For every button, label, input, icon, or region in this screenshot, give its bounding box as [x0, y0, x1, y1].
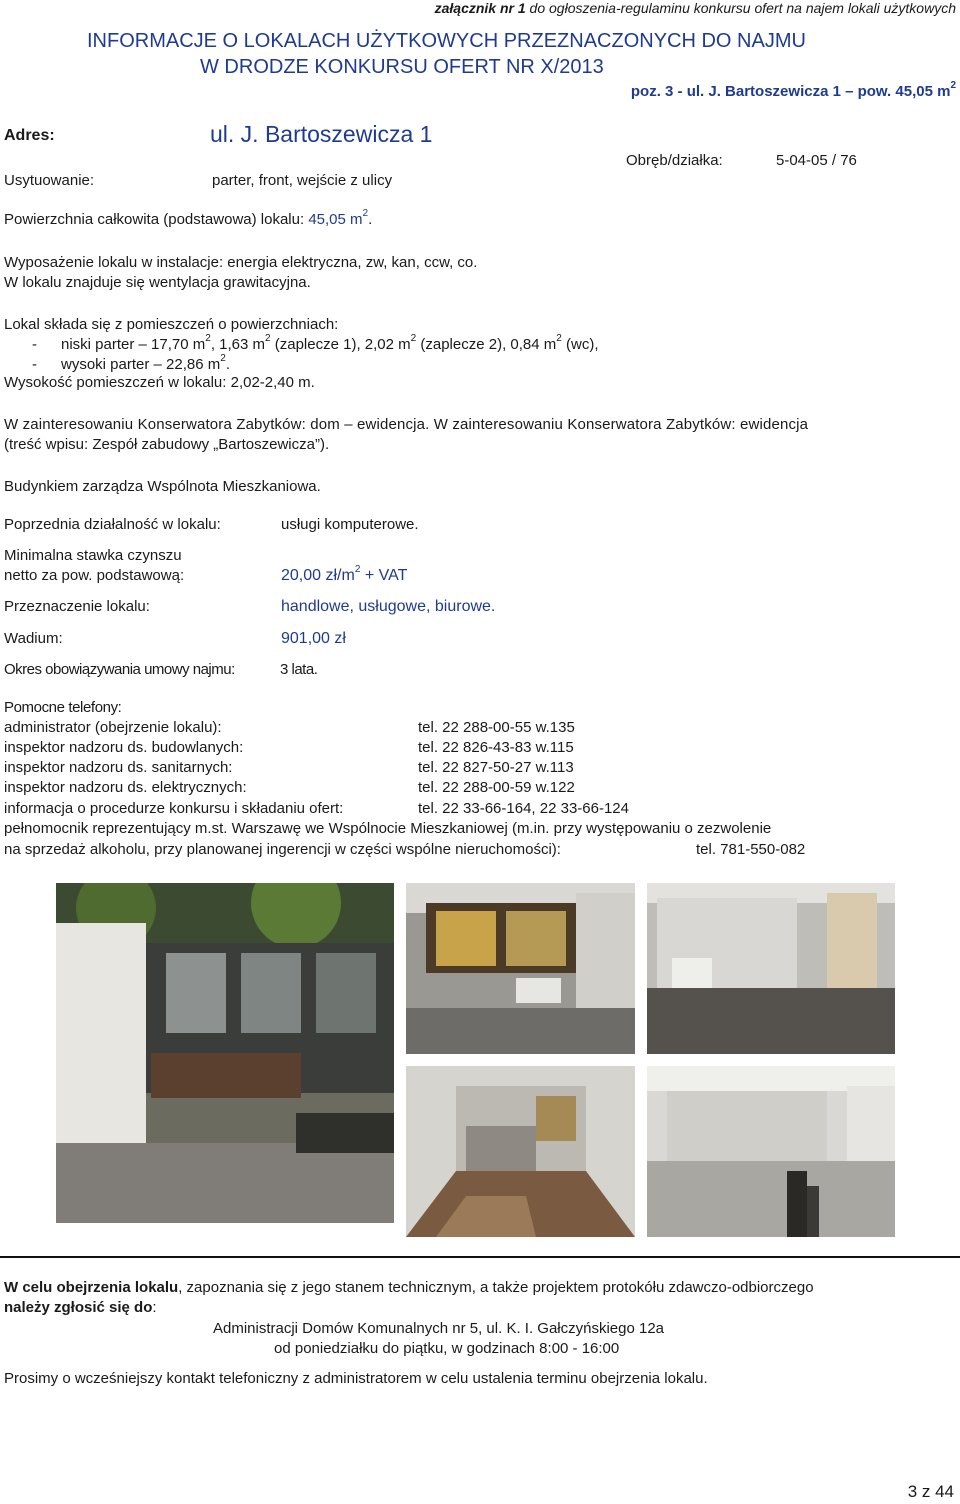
admin-address: Administracji Domów Komunalnych nr 5, ul. K. I. Gałczyńskiego 12a: [213, 1320, 665, 1337]
rooms-item-2: [61, 353, 230, 373]
phone-label: administrator (obejrzenie lokalu):: [4, 719, 222, 736]
area-line: [4, 208, 373, 228]
purpose-label: Przeznaczenie lokalu:: [4, 598, 150, 615]
rooms-item-1-e: (wc),: [561, 336, 599, 353]
equipment-line-1: Wyposażenie lokalu w instalacje: energia elektryczna, zw, kan, ccw, co.: [4, 254, 478, 271]
plot-label: Obręb/działka:: [626, 152, 723, 169]
plot-value: 5-04-05 / 76: [776, 152, 857, 169]
phone-value: tel. 22 827-50-27 w.113: [418, 759, 574, 776]
address-label: Adres:: [4, 127, 55, 144]
area-value-text: 45,05 m: [308, 211, 363, 228]
area-label: Powierzchnia całkowita (podstawowa) lokalu:: [4, 211, 305, 228]
proxy-line-2: na sprzedaż alkoholu, przy planowanej ingerencji w części wspólne nieruchomości):: [4, 841, 561, 858]
visit-line-2: [4, 1299, 157, 1316]
page-number: 3 z 44: [907, 1482, 954, 1501]
phone-label: inspektor nadzoru ds. elektrycznych:: [4, 779, 247, 796]
rooms-item-1-a: niski parter – 17,70 m: [61, 336, 206, 353]
position-text: poz. 3 - ul. J. Bartoszewicza 1 – pow. 45,05 m: [630, 83, 951, 100]
proxy-line-1: pełnomocnik reprezentujący m.st. Warszawę we Wspólnocie Mieszkaniowej (m.in. przy występowaniu o zezwolenie: [4, 820, 772, 837]
sup-d: 2: [556, 333, 562, 344]
previous-label: Poprzednia działalność w lokalu:: [4, 516, 221, 533]
rooms-item-1-d: (zaplecze 2), 0,84 m: [416, 336, 557, 353]
purpose-value: handlowe, usługowe, biurowe.: [281, 598, 496, 615]
conservator-line-2: (treść wpisu: Zespół zabudowy „Bartoszewicza”).: [4, 436, 330, 453]
header-title-2: W DRODZE KONKURSU OFERT NR X/2013: [200, 56, 604, 78]
term-value: 3 lata.: [280, 661, 318, 678]
deposit-label: Wadium:: [4, 630, 63, 647]
phone-label: inspektor nadzoru ds. sanitarnych:: [4, 759, 233, 776]
area-tail: .: [368, 211, 373, 228]
attachment-note-bold: załącznik nr 1: [434, 0, 526, 16]
rent-value: [281, 563, 408, 585]
visit-line-1: [4, 1279, 814, 1296]
rooms-item-2-b: .: [225, 356, 230, 373]
phone-value: tel. 22 33-66-164, 22 33-66-124: [418, 800, 629, 817]
sup-e: 2: [220, 353, 226, 364]
rooms-item-1-c: (zaplecze 1), 2,02 m: [270, 336, 411, 353]
divider: [0, 1256, 960, 1258]
visit-bold-2: należy zgłosić się do: [4, 1299, 153, 1316]
location-value: parter, front, wejście z ulicy: [212, 172, 393, 189]
management-line: Budynkiem zarządza Wspólnota Mieszkaniowa.: [4, 478, 321, 495]
rooms-height: Wysokość pomieszczeń w lokalu: 2,02-2,40 m.: [4, 374, 315, 391]
proxy-tel: tel. 781-550-082: [696, 841, 806, 858]
rooms-item-1: [61, 333, 599, 353]
sup-c: 2: [410, 333, 417, 344]
visit-text-1: , zapoznania się z jego stanem technicznym, a także projektem protokółu zdawczo-odbiorczego: [178, 1279, 814, 1296]
admin-hours: od poniedziałku do piątku, w godzinach 8:00 - 16:00: [274, 1340, 620, 1357]
equipment-line-2: W lokalu znajduje się wentylacja grawitacyjna.: [4, 274, 311, 291]
rooms-item-1-dash: -: [32, 336, 37, 353]
rent-label-1: Minimalna stawka czynszu: [4, 547, 182, 564]
position-sup: 2: [950, 80, 956, 91]
rent-label-2: netto za pow. podstawową:: [4, 567, 185, 584]
attachment-note: [435, 0, 956, 16]
phones-title: Pomocne telefony:: [4, 699, 122, 716]
phone-label: informacja o procedurze konkursu i składaniu ofert:: [4, 800, 344, 817]
rooms-item-2-a: wysoki parter – 22,86 m: [61, 356, 221, 373]
address-value: ul. J. Bartoszewicza 1: [210, 121, 433, 147]
phone-value: tel. 22 288-00-59 w.122: [418, 779, 575, 796]
rooms-item-2-dash: -: [32, 356, 37, 373]
photo-interior-3: [406, 1066, 635, 1237]
area-sup: 2: [362, 208, 369, 219]
location-label: Usytuowanie:: [4, 172, 95, 189]
rooms-item-1-b: , 1,63 m: [210, 336, 266, 353]
sup-b: 2: [265, 333, 271, 344]
rent-value-text: 20,00 zł/m: [281, 567, 355, 584]
photo-interior-4: [647, 1066, 895, 1237]
phone-value: tel. 22 288-00-55 w.135: [418, 719, 575, 736]
phone-label: inspektor nadzoru ds. budowlanych:: [4, 739, 244, 756]
photo-exterior: [56, 883, 394, 1223]
visit-text-2: :: [152, 1299, 157, 1316]
photo-interior-1: [406, 883, 635, 1054]
contact-note: Prosimy o wcześniejszy kontakt telefoniczny z administratorem w celu ustalenia terminu obejrzenia lokalu.: [4, 1370, 708, 1387]
rent-sup: 2: [354, 563, 361, 575]
area-value: [308, 208, 369, 228]
rent-tail: + VAT: [360, 567, 408, 584]
previous-value: usługi komputerowe.: [281, 516, 419, 533]
conservator-line-1: W zainteresowaniu Konserwatora Zabytków: dom – ewidencja. W zainteresowaniu Konserwatora Zabytków: ewidencja: [4, 416, 809, 433]
phone-value: tel. 22 826-43-83 w.115: [418, 739, 574, 756]
attachment-note-text: do ogłoszenia-regulaminu konkursu ofert na najem lokali użytkowych: [525, 0, 956, 16]
photo-interior-2: [647, 883, 895, 1054]
position-line: [630, 80, 956, 100]
header-title-1: INFORMACJE O LOKALACH UŻYTKOWYCH PRZEZNACZONYCH DO NAJMU: [87, 30, 806, 52]
deposit-value: 901,00 zł: [281, 630, 346, 647]
rooms-intro: Lokal składa się z pomieszczeń o powierzchniach:: [4, 316, 339, 333]
term-label: Okres obowiązywania umowy najmu:: [4, 661, 235, 678]
sup-a: 2: [205, 333, 211, 344]
visit-bold-1: W celu obejrzenia lokalu: [4, 1279, 179, 1296]
